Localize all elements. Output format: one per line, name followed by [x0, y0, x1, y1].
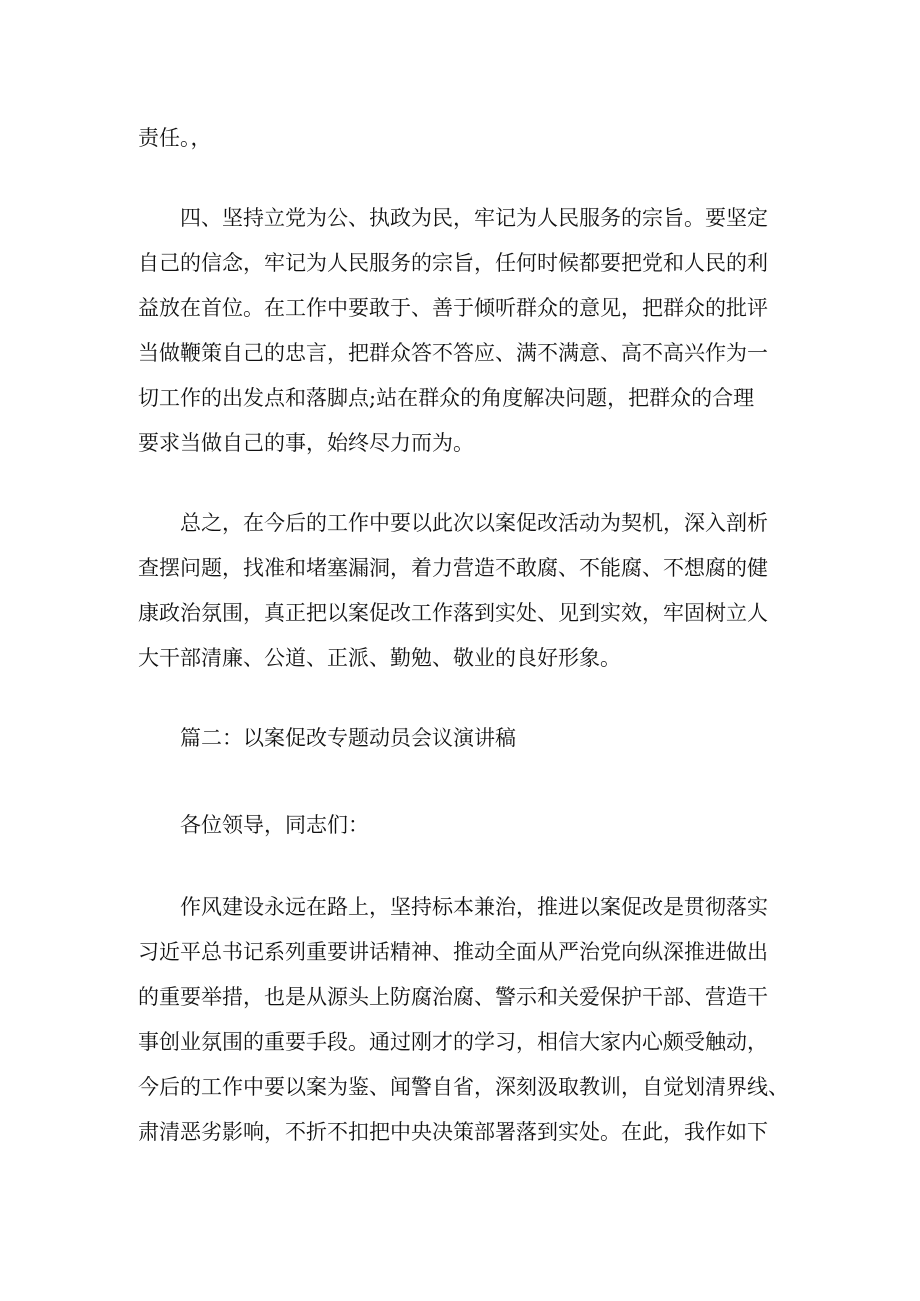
- text-line: 事创业氛围的重要手段。通过刚才的学习，相信大家内心颇受触动，: [138, 1030, 768, 1054]
- salutation: 各位领导，同志们：: [180, 813, 369, 837]
- text-line: 大干部清廉、公道、正派、勤勉、敬业的良好形象。: [138, 646, 621, 670]
- text-line: 今后的工作中要以案为鉴、闻警自省，深刻汲取教训，自觉划清界线、: [138, 1075, 789, 1099]
- text-line: 作风建设永远在路上，坚持标本兼治，推进以案促改是贯彻落实: [180, 895, 768, 919]
- text-line: 自己的信念，牢记为人民服务的宗旨，任何时候都要把党和人民的利: [138, 251, 768, 275]
- text-line: 康政治氛围，真正把以案促改工作落到实处、见到实效，牢固树立人: [138, 601, 768, 625]
- text-line: 习近平总书记系列重要讲话精神、推动全面从严治党向纵深推进做出: [138, 940, 768, 964]
- text-line: 切工作的出发点和落脚点;站在群众的角度解决问题，把群众的合理: [138, 386, 755, 410]
- text-line: 四、坚持立党为公、执政为民，牢记为人民服务的宗旨。要坚定: [180, 206, 768, 230]
- text-line: 查摆问题，找准和堵塞漏洞，着力营造不敢腐、不能腐、不想腐的健: [138, 556, 768, 580]
- text-line: 的重要举措，也是从源头上防腐治腐、警示和关爱保护干部、营造干: [138, 985, 768, 1009]
- text-line: 益放在首位。在工作中要敢于、善于倾听群众的意见，把群众的批评: [138, 296, 768, 320]
- text-line: 肃清恶劣影响，不折不扣把中央决策部署落到实处。在此，我作如下: [138, 1120, 768, 1144]
- text-line: 当做鞭策自己的忠言，把群众答不答应、满不满意、高不高兴作为一: [138, 341, 768, 365]
- text-line: 要求当做自己的事，始终尽力而为。: [138, 431, 474, 455]
- text-line: 总之，在今后的工作中要以此次以案促改活动为契机，深入剖析: [180, 511, 768, 535]
- section-heading: 篇二：以案促改专题动员会议演讲稿: [180, 726, 516, 750]
- text-line: 责任。，: [138, 126, 212, 150]
